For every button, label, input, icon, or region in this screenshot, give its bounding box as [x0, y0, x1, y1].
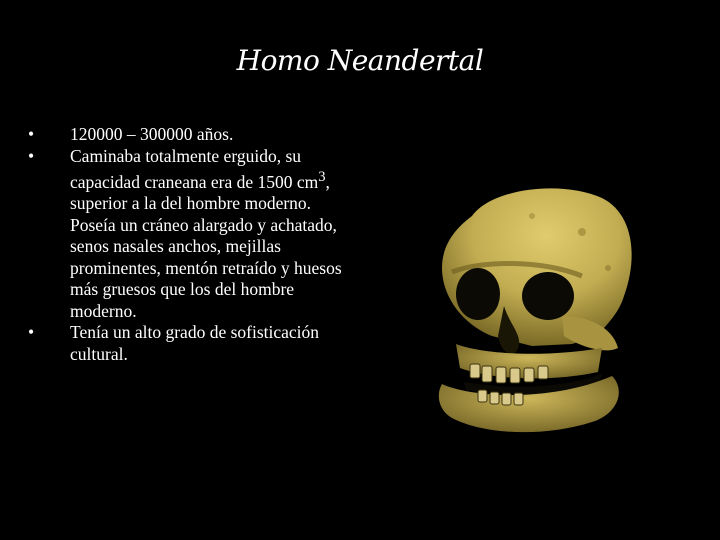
superscript: 3 — [318, 169, 326, 185]
bullet-item — [28, 146, 358, 323]
bullet-item — [28, 322, 358, 365]
bullet-text-continued: , superior a la del hombre moderno. Poseía un cráneo alargado y achatado, senos nasales anchos, mejillas prominentes, mentón retraído y huesos más gruesos que los del hombre moderno. — [70, 171, 342, 321]
bullet-marker: • — [28, 124, 35, 144]
left-eye-socket — [456, 268, 500, 320]
skull-image — [412, 176, 648, 446]
bullet-item — [28, 124, 358, 146]
bullet-marker: • — [28, 145, 35, 166]
bullet-text: 120000 – 300000 años. — [70, 124, 234, 144]
bullet-text: Caminaba totalmente erguido, su capacidad craneana era de 1500 cm — [70, 145, 319, 192]
right-eye-socket — [522, 272, 574, 320]
bullet-list — [28, 124, 358, 365]
bullet-text: Tenía un alto grado de sofisticación cultural. — [70, 322, 320, 364]
bullet-marker: • — [28, 322, 35, 343]
slide-title: Homo Neandertal — [236, 44, 484, 77]
